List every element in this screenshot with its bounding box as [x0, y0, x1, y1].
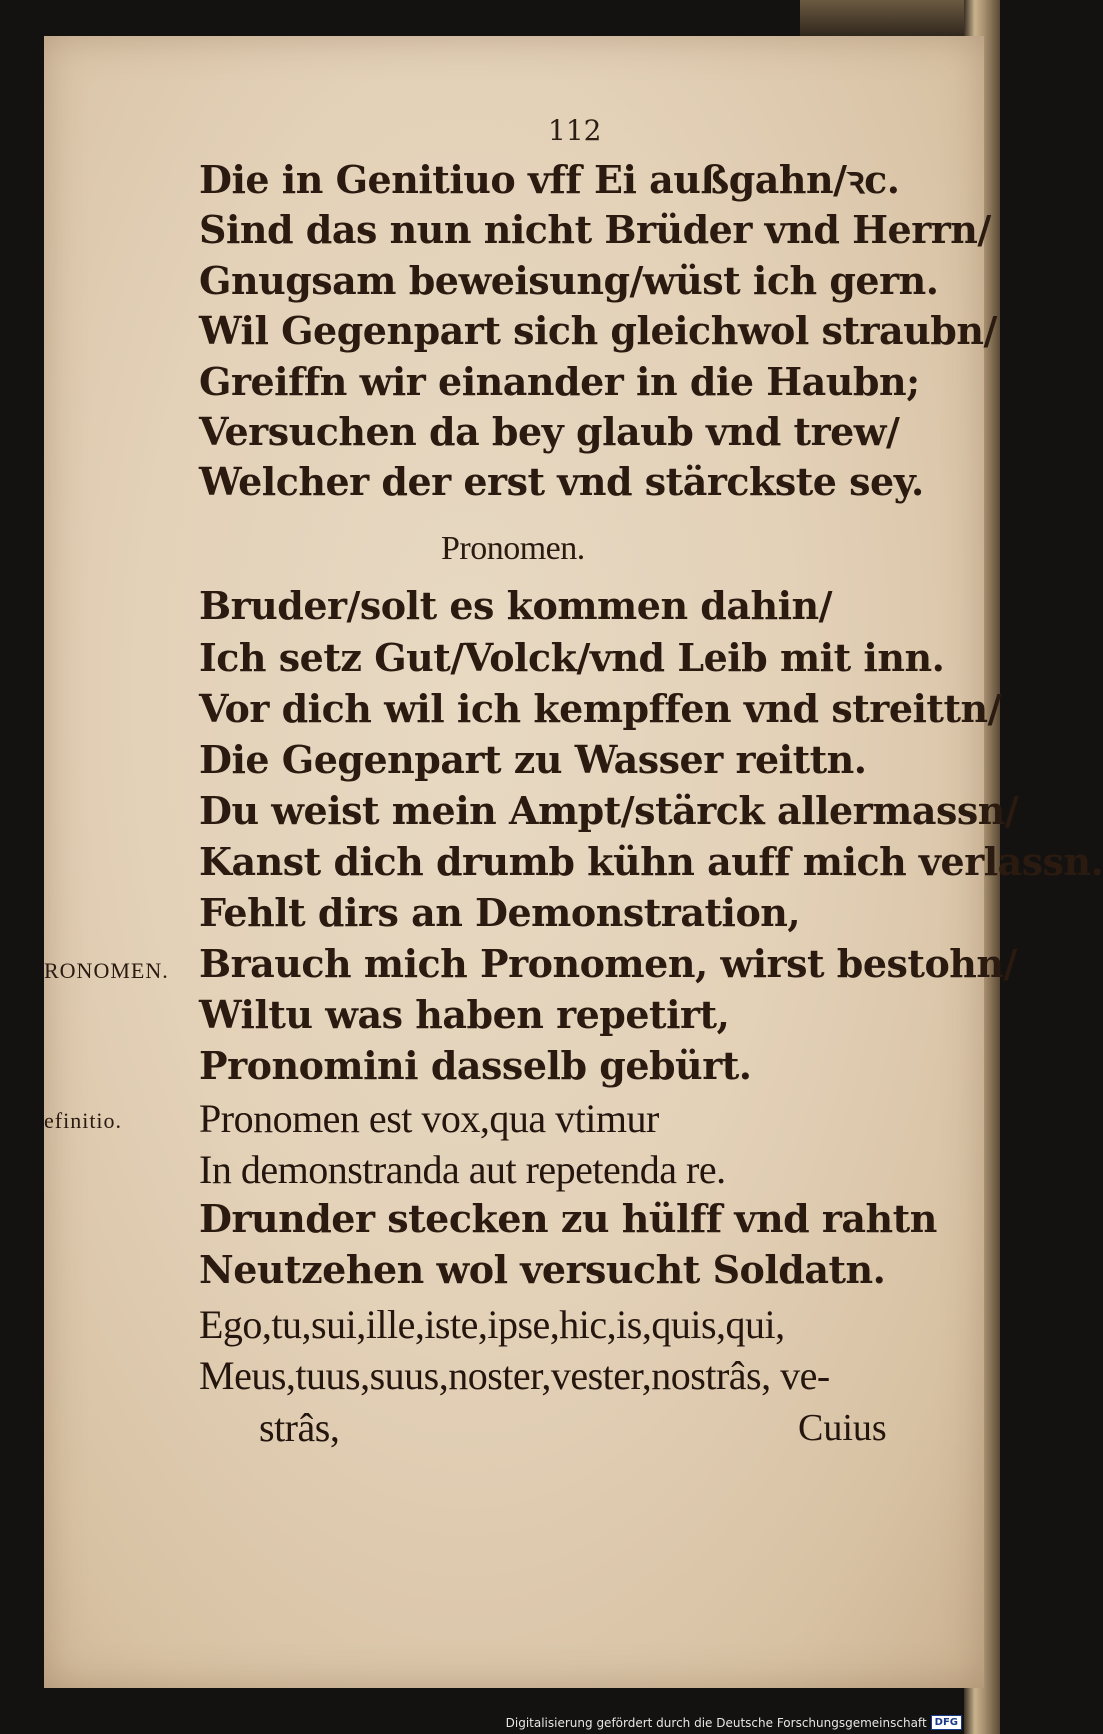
- text-line-13: Du weist mein Ampt/stärck allermassn/: [199, 788, 1019, 833]
- text-line-23: Ego,tu,sui,ille,iste,ipse,hic,is,quis,qui,: [199, 1302, 785, 1347]
- margin-note-definitio: efinitio.: [44, 1108, 123, 1133]
- text-line-6: Versuchen da bey glaub vnd trew/: [199, 409, 900, 454]
- text-line-24: Meus,tuus,suus,noster,vester,nostrâs, ve-: [199, 1353, 830, 1398]
- text-line-12: Die Gegenpart zu Wasser reittn.: [199, 737, 867, 782]
- text-line-15: Fehlt dirs an Demonstration,: [199, 890, 801, 935]
- text-line-2: Sind das nun nicht Brüder vnd Herrn/: [199, 207, 991, 252]
- text-line-9: Bruder/solt es kommen dahin/: [199, 583, 833, 628]
- text-line-22: Neutzehen wol versucht Soldatn.: [199, 1247, 886, 1292]
- margin-note-pronomen: RONOMEN.: [44, 958, 169, 983]
- text-line-14: Kanst dich drumb kühn auff mich verlassn.: [199, 839, 1103, 884]
- section-heading: Pronomen.: [441, 530, 585, 567]
- text-line-11: Vor dich wil ich kempffen vnd streittn/: [199, 686, 1002, 731]
- book-page: [44, 36, 1103, 1688]
- dfg-logo: DFG: [931, 1715, 962, 1730]
- text-line-19: Pronomen est vox,qua vtimur: [199, 1096, 659, 1141]
- text-line-21: Drunder stecken zu hülff vnd rahtn: [199, 1196, 937, 1241]
- text-line-16: Brauch mich Pronomen, wirst bestohn/: [199, 941, 1017, 986]
- text-line-18: Pronomini dasselb gebürt.: [199, 1043, 752, 1088]
- digitization-credit: [506, 1715, 962, 1730]
- catchword: Cuius: [798, 1407, 887, 1449]
- text-line-10: Ich setz Gut/Volck/vnd Leib mit inn.: [199, 635, 945, 680]
- credit-text: Digitalisierung gefördert durch die Deutsche Forschungsgemeinschaft: [505, 1715, 927, 1730]
- text-line-25: strâs,: [259, 1405, 340, 1450]
- text-line-3: Gnugsam beweisung/wüst ich gern.: [199, 258, 939, 303]
- text-line-20: In demonstranda aut repetenda re.: [199, 1147, 726, 1192]
- text-line-4: Wil Gegenpart sich gleichwol straubn/: [199, 308, 997, 353]
- text-line-5: Greiffn wir einander in die Haubn;: [199, 359, 920, 404]
- text-line-1: Die in Genitiuo vff Ei außgahn/ꝛc.: [199, 157, 900, 202]
- text-line-17: Wiltu was haben repetirt,: [199, 992, 730, 1037]
- text-line-7: Welcher der erst vnd stärckste sey.: [199, 459, 924, 504]
- page-number: 112: [548, 114, 602, 147]
